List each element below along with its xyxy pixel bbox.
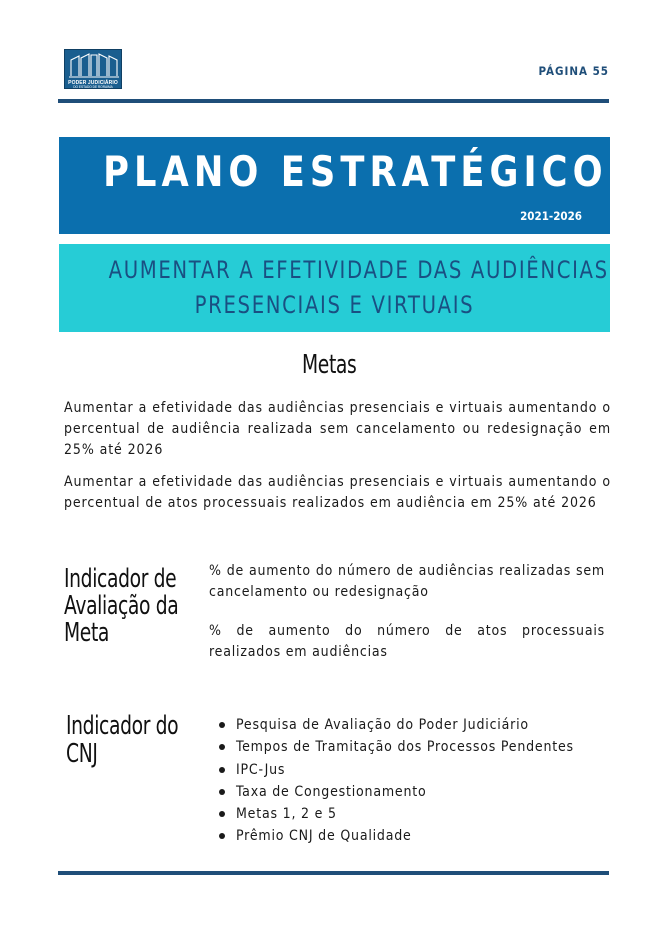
- list-item: IPC-Jus: [219, 759, 574, 781]
- cnj-heading-line: Indicador do: [66, 711, 179, 741]
- metas-heading: Metas: [302, 350, 357, 380]
- list-item: Prêmio CNJ de Qualidade: [219, 825, 574, 847]
- cnj-heading-line: CNJ: [66, 739, 98, 769]
- objective-banner: [59, 244, 610, 332]
- indicator-heading-line: Indicador de: [64, 564, 177, 594]
- logo-text-secondary: DO ESTADO DE RORAIMA: [73, 85, 113, 89]
- bottom-divider: [58, 871, 609, 875]
- list-item: Metas 1, 2 e 5: [219, 803, 574, 825]
- page-title: PLANO ESTRATÉGICO: [103, 147, 608, 196]
- plan-years: 2021-2026: [520, 209, 582, 223]
- indicator-heading: [64, 566, 178, 647]
- indicator-heading-line: Meta: [64, 618, 110, 648]
- meta-item-2: Aumentar a efetividade das audiências presenciais e virtuais aumentando o percentual de atos processuais realizados em audiência em 25% até 2026: [64, 474, 611, 511]
- court-building-icon: [65, 50, 123, 80]
- court-logo: [64, 49, 122, 89]
- indicator-item-2: % de aumento do número de atos processuais realizados em audiências: [209, 623, 605, 660]
- list-item: Pesquisa de Avaliação do Poder Judiciário: [219, 714, 574, 736]
- logo-text-primary: PODER JUDICIÁRIO: [68, 80, 118, 86]
- cnj-indicator-list: [219, 714, 574, 848]
- list-item: Tempos de Tramitação dos Processos Pendentes: [219, 736, 574, 758]
- cnj-indicator-heading: [66, 712, 178, 768]
- indicator-heading-line: Avaliação da: [64, 591, 179, 621]
- meta-item-1: Aumentar a efetividade das audiências presenciais e virtuais aumentando o percentual de audiência realizada sem cancelamento ou redesignação em 25% até 2026: [64, 400, 611, 458]
- indicator-item-1: % de aumento do número de audiências realizadas sem cancelamento ou redesignação: [209, 563, 605, 600]
- list-item: Taxa de Congestionamento: [219, 781, 574, 803]
- top-divider: [58, 99, 609, 103]
- objective-title-line1: AUMENTAR A EFETIVIDADE DAS AUDIÊNCIAS: [108, 256, 609, 284]
- title-banner: [59, 137, 610, 234]
- page-number: PÁGINA 55: [538, 64, 609, 78]
- objective-title-line2: PRESENCIAIS E VIRTUAIS: [194, 291, 475, 319]
